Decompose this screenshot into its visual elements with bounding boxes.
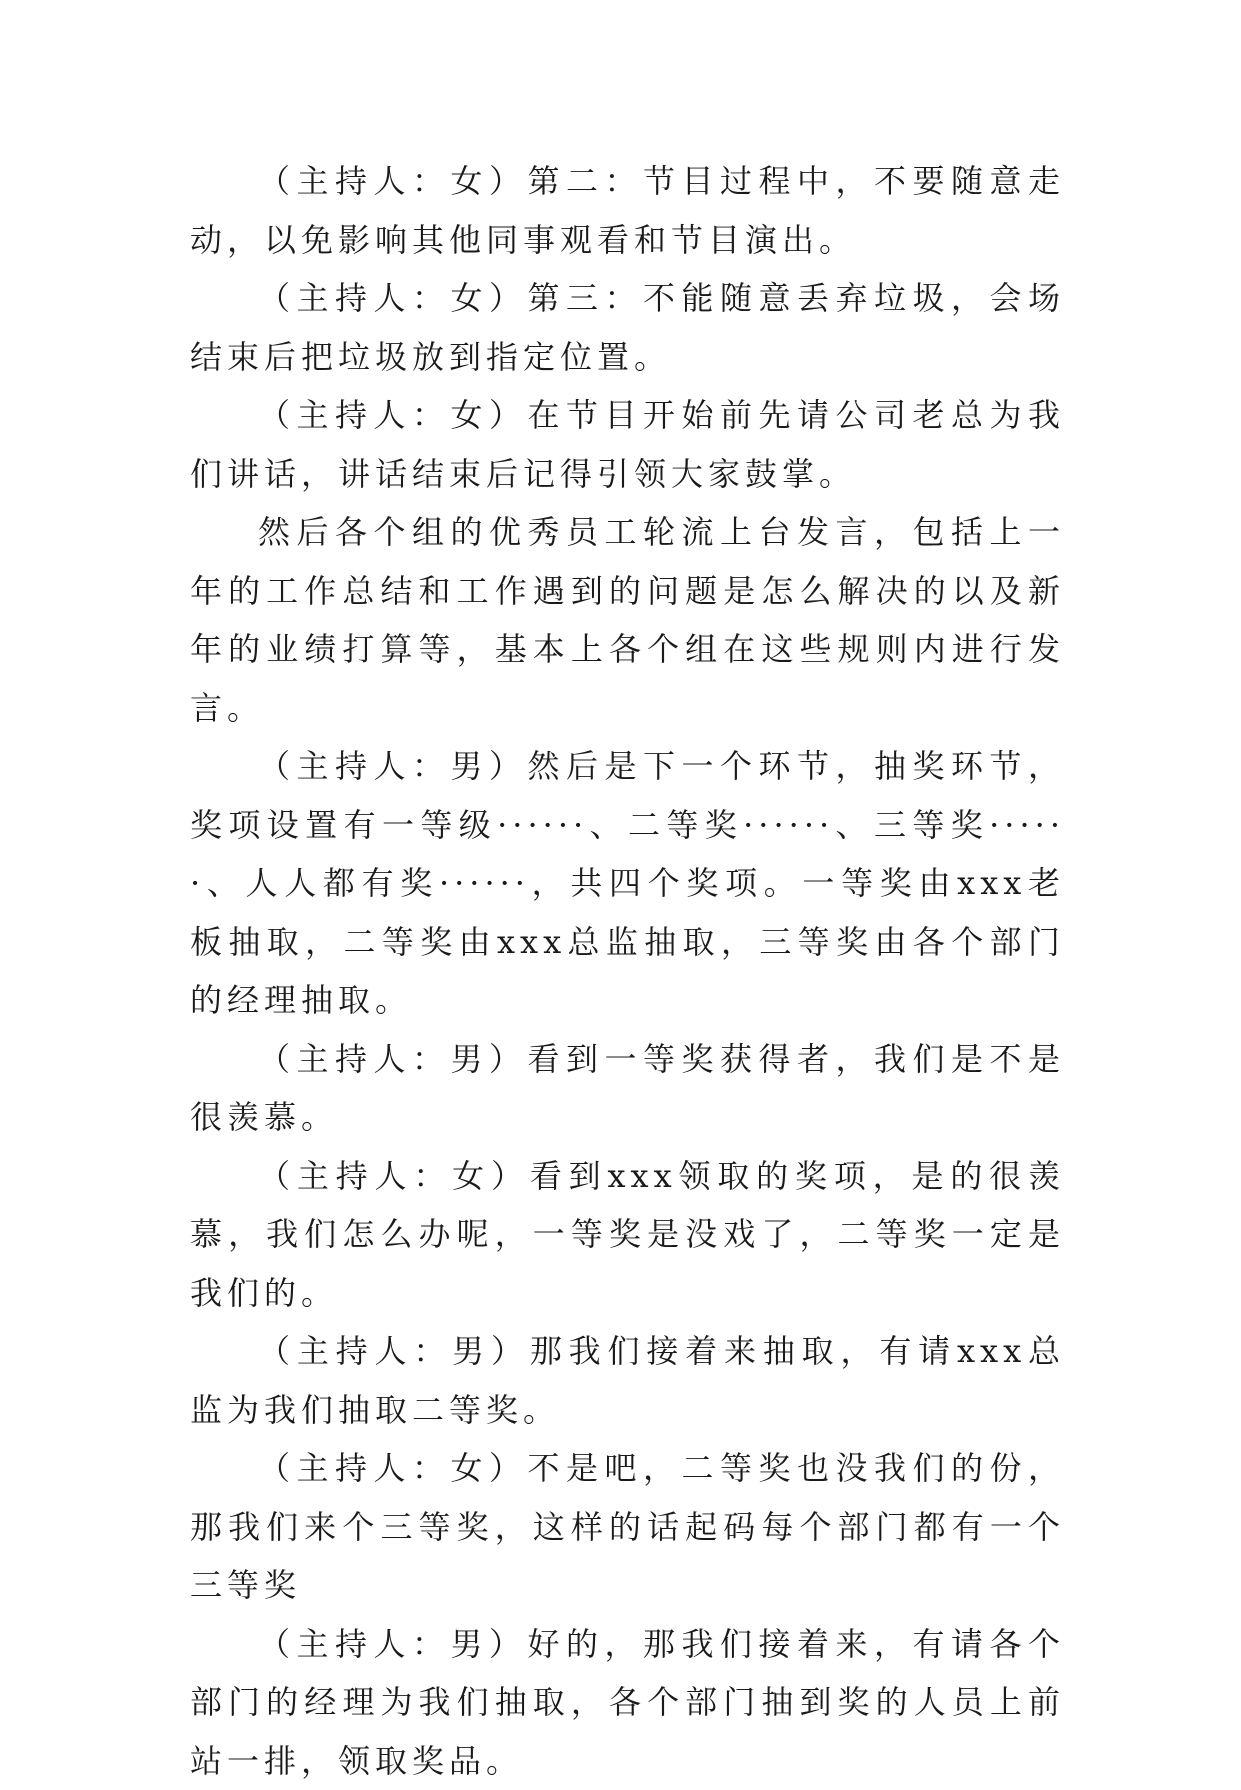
paragraph-host-male-lottery: （主持人：男）然后是下一个环节，抽奖环节，奖项设置有一等级······、二等奖······、三等奖······、人人都有奖······，共四个奖项。一等奖由xxx老板抽取，二等奖由xxx总监抽取，三等奖由各个部门的经理抽取。 bbox=[190, 737, 1065, 1030]
paragraph-host-female-reaction: （主持人：女）看到xxx领取的奖项，是的很羡慕，我们怎么办呢，一等奖是没戏了，二等奖一定是我们的。 bbox=[190, 1147, 1065, 1323]
paragraph-host-male-second-prize: （主持人：男）那我们接着来抽取，有请xxx总监为我们抽取二等奖。 bbox=[190, 1322, 1065, 1439]
document-body bbox=[190, 152, 1065, 1790]
paragraph-host-female-boss-speech: （主持人：女）在节目开始前先请公司老总为我们讲话，讲话结束后记得引领大家鼓掌。 bbox=[190, 386, 1065, 503]
paragraph-host-female-third-prize: （主持人：女）不是吧，二等奖也没我们的份，那我们来个三等奖，这样的话起码每个部门都有一个三等奖 bbox=[190, 1439, 1065, 1615]
paragraph-host-male-managers-draw: （主持人：男）好的，那我们接着来，有请各个部门的经理为我们抽取，各个部门抽到奖的人员上前站一排，领取奖品。 bbox=[190, 1615, 1065, 1790]
paragraph-employee-speeches: 然后各个组的优秀员工轮流上台发言，包括上一年的工作总结和工作遇到的问题是怎么解决的以及新年的业绩打算等，基本上各个组在这些规则内进行发言。 bbox=[190, 503, 1065, 737]
paragraph-host-female-rule-two: （主持人：女）第二：节目过程中，不要随意走动，以免影响其他同事观看和节目演出。 bbox=[190, 152, 1065, 269]
paragraph-host-female-rule-three: （主持人：女）第三：不能随意丢弃垃圾，会场结束后把垃圾放到指定位置。 bbox=[190, 269, 1065, 386]
paragraph-host-male-first-prize: （主持人：男）看到一等奖获得者，我们是不是很羡慕。 bbox=[190, 1030, 1065, 1147]
